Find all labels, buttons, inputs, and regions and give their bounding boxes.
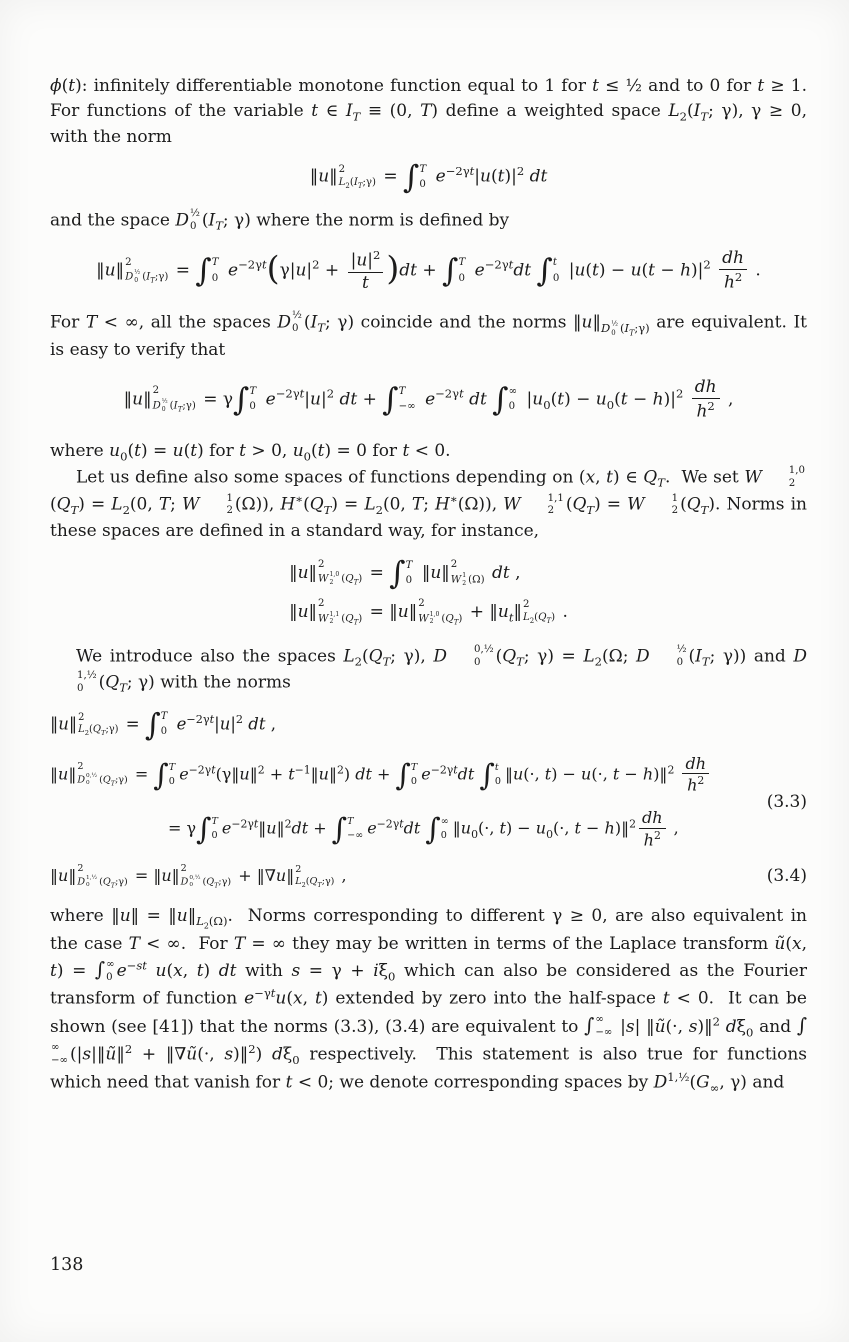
paragraph-space-d-half: and the space D ½ 0 ($I_T$; γ) where the norm is defined by (50, 207, 510, 233)
formula-l2-weighted-norm (50, 159, 807, 196)
page-content (50, 74, 807, 1097)
page-number: 138 (50, 1255, 84, 1275)
formula-l2-qt-norm: ‖u‖ 2 $L_2(Q_T;\gamma)$ = ∫ T 0 $e^{-2\gamma t}|u|^2$ dt , (50, 707, 276, 743)
formula-w11-norm: ‖u‖ 2 W 1,1 2 $(Q_T)$ = ‖u‖ 2 W 1,0 2 $(Q_T)$ + $‖u_t‖$ 2 $L_2(Q_T)$ . (289, 597, 568, 627)
formula-d-half-norm-identity (50, 378, 807, 422)
paragraph-introduce-spaces: We introduce also the spaces $L_2(Q_T$; γ), D 0,½ 0 ($Q_T$; $\gamma) = L_2(\Omega$; D ½ 0 ($I_T$; γ)) and D 1,½ 0 ($Q_T$; γ) with the norms (76, 643, 808, 695)
equation-3-3-line2: = γ∫ T 0 $e^{-2\gamma t}‖u‖^2dt$ + ∫ T −∞ $e^{-2\gamma t}dt$ ∫ ∞ 0 $‖u_0(\cdot$, $t) - u_0(\cdot$, t − h)‖$^2$ $\frac{dh}{h^2}$ , (168, 807, 679, 849)
paragraph-u0-definition: where $u_0(t) = u(t)$ for t > 0, $u_0(t) = 0$ for t < 0. (50, 440, 451, 464)
equation-3-4 (50, 863, 807, 890)
formula-body: ‖u‖ 2 D ½ 0 $(I_T;\gamma)$ = ∫ T 0 $e^{-2\gamma t}(\gamma|u|^2$ + $\frac{|u|^2}{t}$ )dt + ∫ T 0 $e^{-2\gamma t}dt$ ∫ t 0 $|u(t) - u(t - h)|^2$ $\frac{dh}{h^2}$ . (96, 248, 761, 293)
formula-body (289, 555, 568, 627)
paragraph-phi-definition: ϕ(t): infinitely differentiable monotone function equal to 1 for t ≤ ½ and to 0 for t ≥ 1. For functions of the variable t ∈ $I_T \equiv (0$, T) define a weighted space $L_2(I_T$; γ), γ ≥ 0, with the norm (50, 76, 807, 147)
paragraph-laplace-transform: where ‖u‖ = $‖u‖_{L_2(\Omega)}$. Norms corresponding to different γ ≥ 0, are also equivalent in the case T < ∞. For T = ∞ they may be written in terms of the Laplace transform ũ(x, t) = ∫ ∞ 0 $e^{-st}$ u(x, t) dt with $s = \gamma + i\xi_0$ which can also be considered as the Fourier transform of function $e^{-\gamma t}u(x$, t) extended by zero into the half-space t < 0. It can be shown (see [41]) that the norms (3.3), (3.4) are equivalent to ∫ ∞ −∞ |s| ‖ũ(·, s)‖$^2$ $d\xi_0$ and ∫ ∞ −∞ (|s|‖ũ‖$^2$ + ‖∇ũ(·, s)‖$^2$) $d\xi_0$ respectively. This statement is also true for functions which need that vanish for t < 0; we denote corresponding spaces by $D^{1,\frac{1}{2}}(G_\infty$, γ) and (50, 905, 808, 1095)
formula-body: ‖u‖ 2 D ½ 0 $(I_T;\gamma)$ = γ∫ T 0 $e^{-2\gamma t}|u|^2$ dt + ∫ T −∞ $e^{-2\gamma t}$ dt ∫ ∞ 0 $|u_0(t) - u_0(t - h)|^2$ $\frac{dh}{h^2}$ , (123, 377, 734, 422)
formula-w10-norm: ‖u‖ 2 W 1,0 2 $(Q_T)$ = ∫ T 0 ‖u‖ 2 W 1 2 (Ω) dt , (289, 555, 521, 592)
equation-3-4-body: ‖u‖ 2 D 1,½ 0 $(Q_T;\gamma)$ = ‖u‖ 2 D 0,½ 0 $(Q_T;\gamma)$ + ‖∇u‖ 2 $L_2(Q_T;\gamma)$ , (50, 862, 347, 890)
equation-number-3-4: (3.4) (766, 866, 807, 887)
equation-3-3-line1: ‖u‖ 2 D 0,½ 0 $(Q_T;\gamma)$ = ∫ T 0 $e^{-2\gamma t}(\gamma‖u‖^2$ + $t^{-1}‖u‖^2$) dt + ∫ T 0 $e^{-2\gamma t}dt$ ∫ t 0 ‖u(·, t) − u(·, t − h)‖$^2$ $\frac{dh}{h^2}$ (50, 755, 761, 795)
equation-number-3-3: (3.3) (766, 791, 807, 812)
formula-body: ‖u‖ 2 $L_2(I_T;\gamma)$ = ∫ T 0 $e^{-2\gamma t}|u(t)|^2$ dt (309, 159, 548, 196)
formula-w-space-norms (50, 555, 807, 627)
equation-3-3-body (50, 755, 761, 849)
paragraph-define-spaces: Let us define also some spaces of functions depending on (x, t) ∈ $Q_T$. We set W 1,0 2 $(Q_T) = L_2(0$, T; W 1 2 (Ω)), $H^∗(Q_T) = L_2(0$, T; H∗(Ω)), W 1,1 2 $(Q_T) = W$ 1 2 $(Q_T)$. Norms in these spaces are defined in a standard way, for instance, (50, 464, 807, 542)
formula-d-half-norm-definition (50, 249, 807, 293)
paragraph-t-finite-equivalence: For T < ∞, all the spaces D ½ 0 ($I_T$; γ) coincide and the norms $‖u‖_{D \frac{1}{2} 0 (I_T;\gamma)}$ are equivalent. It is easy to verify that (50, 310, 807, 361)
equation-3-3 (50, 755, 807, 849)
